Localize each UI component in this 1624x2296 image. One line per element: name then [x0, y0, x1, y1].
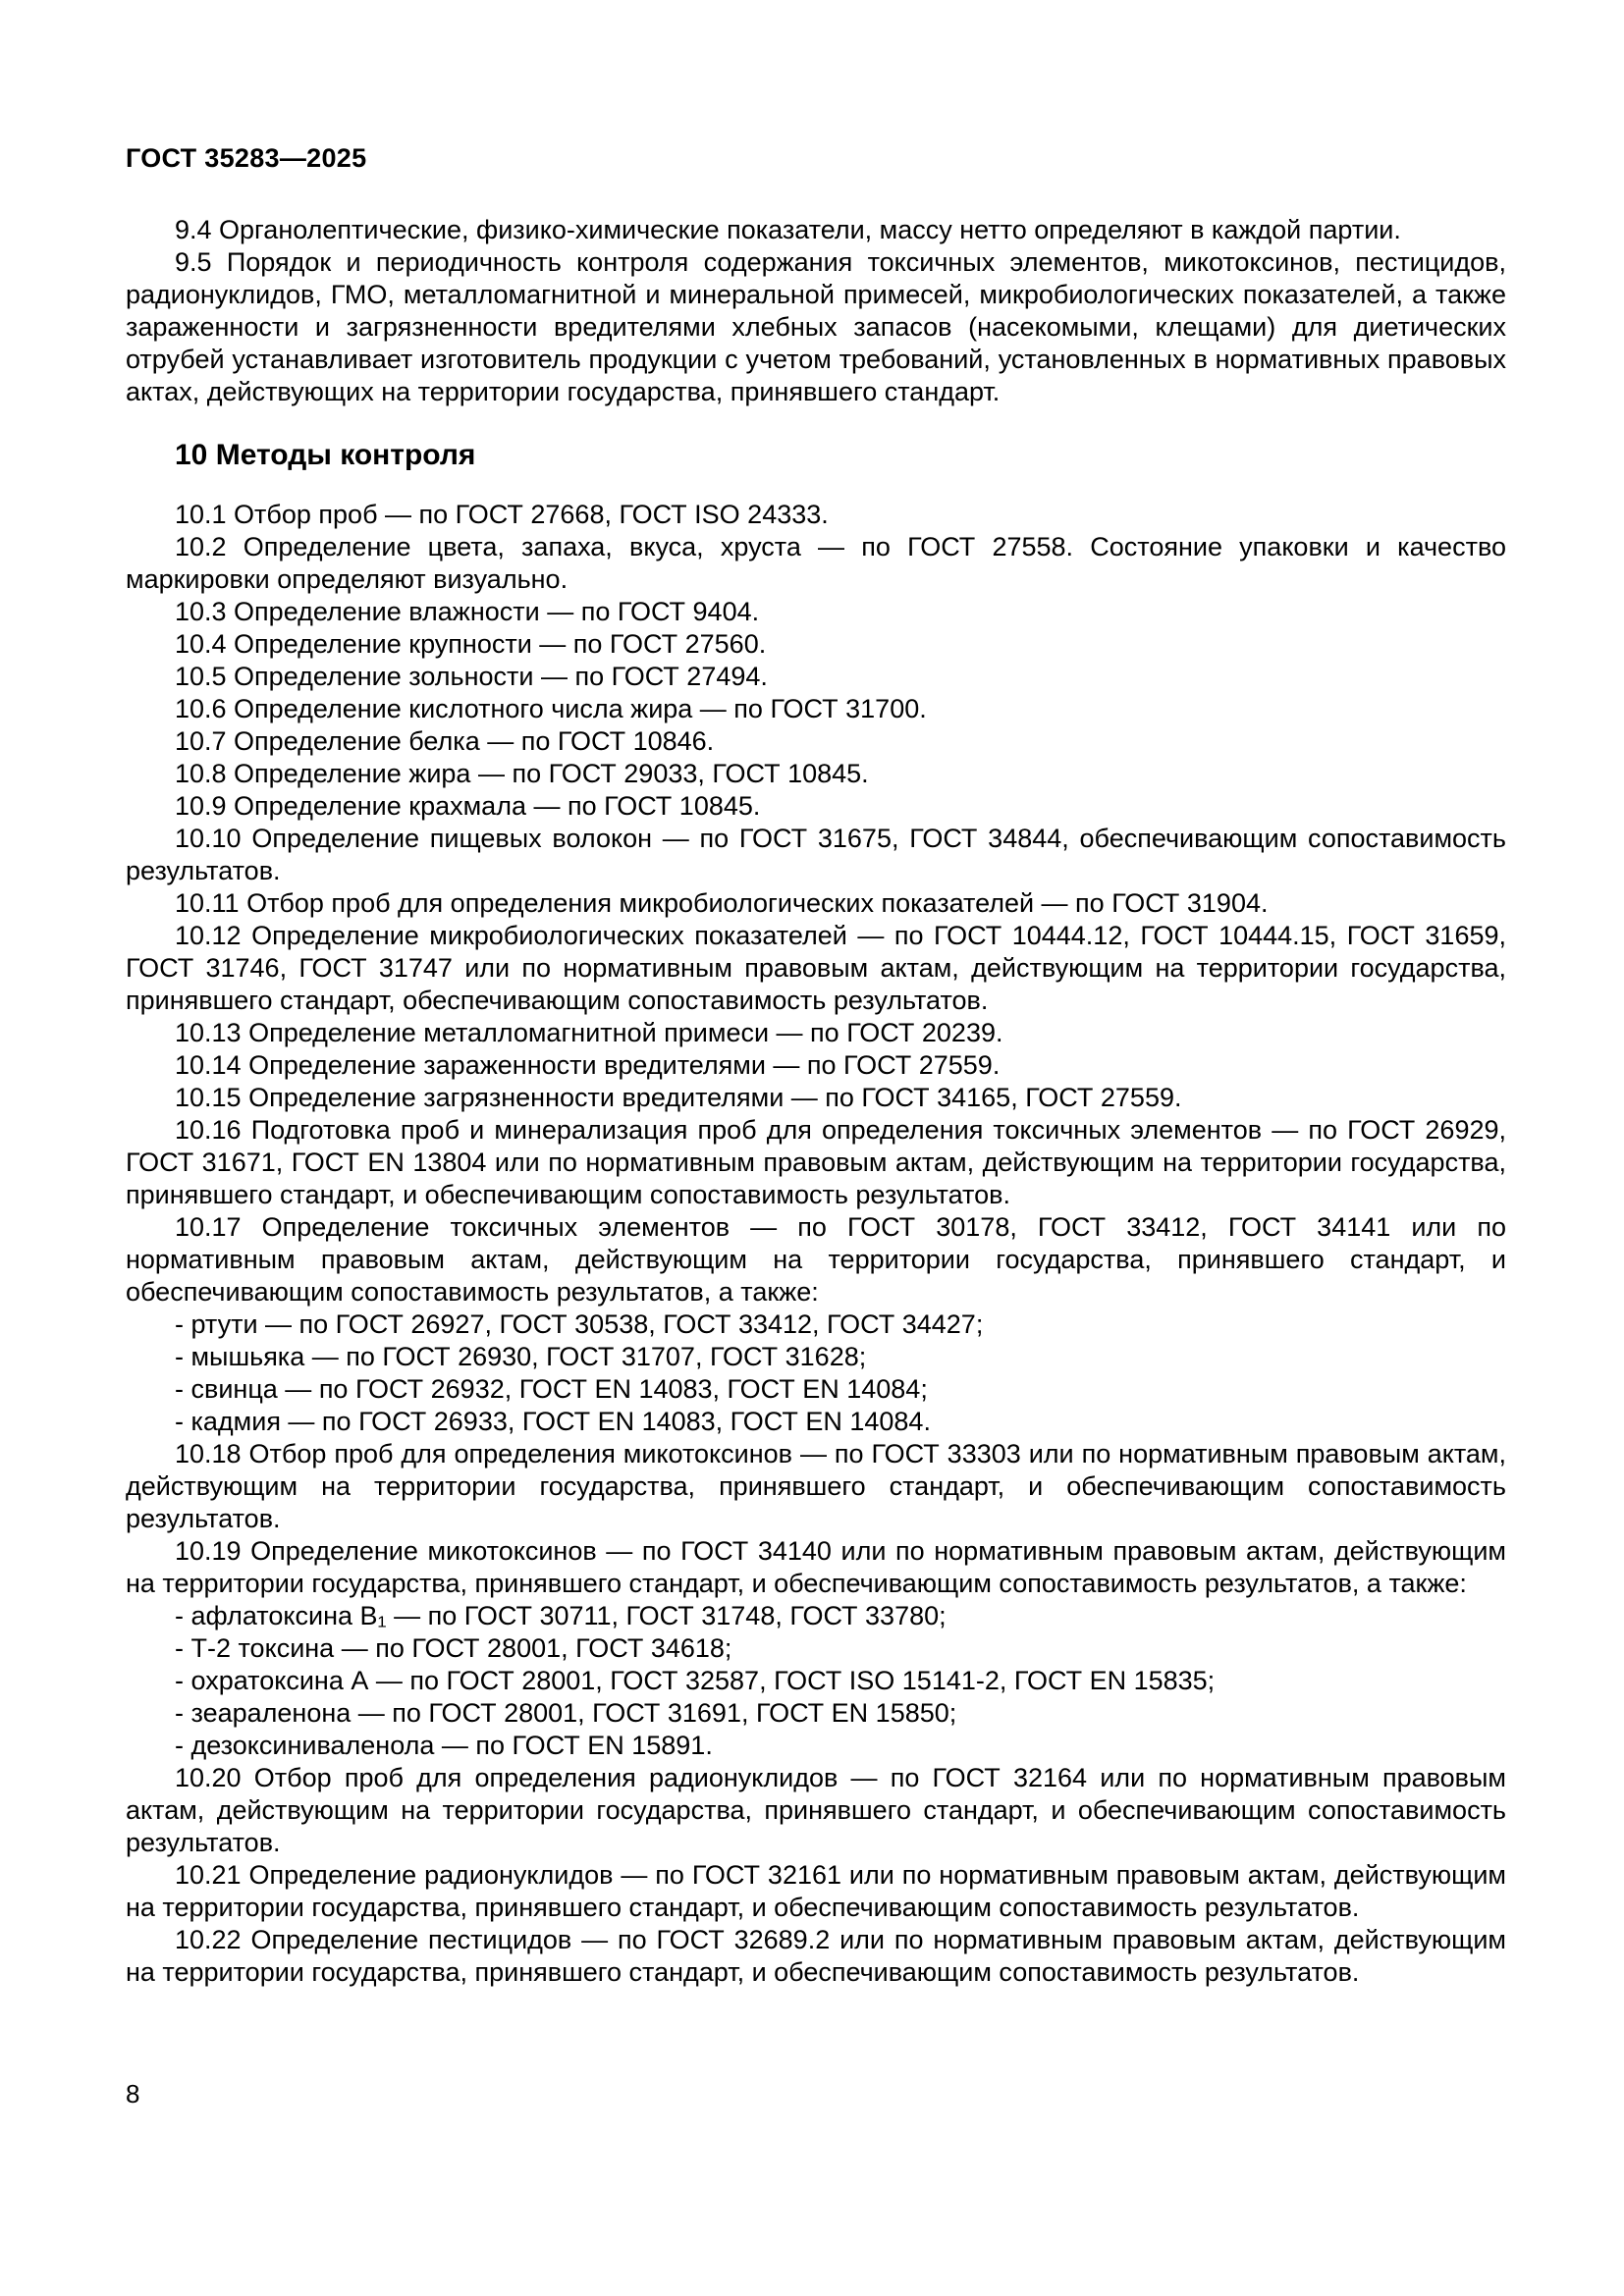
list-item: - охратоксина А — по ГОСТ 28001, ГОСТ 32587, ГОСТ ISO 15141-2, ГОСТ EN 15835;	[175, 1666, 1216, 1695]
paragraph: 10.5 Определение зольности — по ГОСТ 27494.	[175, 662, 768, 691]
paragraph: 10.1 Отбор проб — по ГОСТ 27668, ГОСТ ISO 24333.	[175, 500, 829, 529]
list-item: - ртути — по ГОСТ 26927, ГОСТ 30538, ГОСТ 33412, ГОСТ 34427;	[175, 1309, 984, 1339]
paragraph: 10.14 Определение зараженности вредителями — по ГОСТ 27559.	[175, 1050, 1001, 1080]
document-code: ГОСТ 35283—2025	[126, 143, 367, 173]
paragraph: 10.19 Определение микотоксинов — по ГОСТ 34140 или по нормативным правовым актам, действующим на территории государства, принявшего стандарт, и обеспечивающим сопоставимость результатов, а также:	[126, 1536, 1506, 1598]
paragraph: 10.8 Определение жира — по ГОСТ 29033, ГОСТ 10845.	[175, 759, 869, 788]
paragraph: 10.18 Отбор проб для определения микотоксинов — по ГОСТ 33303 или по нормативным правовым актам, действующим на территории государства, принявшего стандарт, и обеспечивающим сопоставимость результатов.	[126, 1439, 1506, 1533]
list-item: - мышьяка — по ГОСТ 26930, ГОСТ 31707, ГОСТ 31628;	[175, 1342, 867, 1371]
list-item: - дезоксиниваленола — по ГОСТ EN 15891.	[175, 1731, 713, 1760]
section-heading: 10 Методы контроля	[175, 439, 476, 471]
list-item: - зеараленона — по ГОСТ 28001, ГОСТ 31691, ГОСТ EN 15850;	[175, 1698, 957, 1728]
document-body	[126, 214, 1506, 1989]
paragraph: 10.16 Подготовка проб и минерализация проб для определения токсичных элементов — по ГОСТ 26929, ГОСТ 31671, ГОСТ EN 13804 или по нормативным правовым актам, действующим на территории государства, принявшего стандарт, и обеспечивающим сопоставимость результатов.	[126, 1115, 1506, 1209]
paragraph: 10.13 Определение металломагнитной примеси — по ГОСТ 20239.	[175, 1018, 1003, 1047]
list-item: - кадмия — по ГОСТ 26933, ГОСТ EN 14083, ГОСТ EN 14084.	[175, 1407, 931, 1436]
paragraph: 10.10 Определение пищевых волокон — по ГОСТ 31675, ГОСТ 34844, обеспечивающим сопоставимость результатов.	[126, 824, 1506, 885]
page-number: 8	[126, 2079, 140, 2109]
paragraph: 10.3 Определение влажности — по ГОСТ 9404.	[175, 597, 760, 626]
list-item: - свинца — по ГОСТ 26932, ГОСТ EN 14083, ГОСТ EN 14084;	[175, 1374, 928, 1404]
paragraph: 10.11 Отбор проб для определения микробиологических показателей — по ГОСТ 31904.	[175, 888, 1269, 918]
paragraph: 10.21 Определение радионуклидов — по ГОСТ 32161 или по нормативным правовым актам, действующим на территории государства, принявшего стандарт, и обеспечивающим сопоставимость результатов.	[126, 1860, 1506, 1922]
paragraph: 10.15 Определение загрязненности вредителями — по ГОСТ 34165, ГОСТ 27559.	[175, 1083, 1182, 1112]
paragraph: 10.4 Определение крупности — по ГОСТ 27560.	[175, 629, 767, 659]
paragraph: 10.17 Определение токсичных элементов — по ГОСТ 30178, ГОСТ 33412, ГОСТ 34141 или по нормативным правовым актам, действующим на территории государства, принявшего стандарт, и обеспечивающим сопоставимость результатов, а также:	[126, 1212, 1506, 1307]
paragraph: 10.2 Определение цвета, запаха, вкуса, хруста — по ГОСТ 27558. Состояние упаковки и качество маркировки определяют визуально.	[126, 532, 1506, 594]
paragraph: 10.9 Определение крахмала — по ГОСТ 10845.	[175, 791, 761, 821]
paragraph: 10.22 Определение пестицидов — по ГОСТ 32689.2 или по нормативным правовым актам, действующим на территории государства, принявшего стандарт, и обеспечивающим сопоставимость результатов.	[126, 1925, 1506, 1987]
paragraph: 9.4 Органолептические, физико-химические показатели, массу нетто определяют в каждой партии.	[175, 215, 1401, 244]
paragraph: 10.12 Определение микробиологических показателей — по ГОСТ 10444.12, ГОСТ 10444.15, ГОСТ 31659, ГОСТ 31746, ГОСТ 31747 или по нормативным правовым актам, действующим на территории государства, принявшего стандарт, обеспечивающим сопоставимость результатов.	[126, 921, 1506, 1015]
list-item: - афлатоксина В₁ — по ГОСТ 30711, ГОСТ 31748, ГОСТ 33780;	[175, 1601, 947, 1630]
paragraph: 9.5 Порядок и периодичность контроля содержания токсичных элементов, микотоксинов, пестицидов, радионуклидов, ГМО, металломагнитной и минеральной примесей, микробиологических показателей, а также зараженности и загрязненности вредителями хлебных запасов (насекомыми, клещами) для диетических отрубей устанавливает изготовитель продукции с учетом требований, установленных в нормативных правовых актах, действующих на территории государства, принявшего стандарт.	[126, 247, 1506, 406]
paragraph: 10.7 Определение белка — по ГОСТ 10846.	[175, 726, 715, 756]
paragraph: 10.20 Отбор проб для определения радионуклидов — по ГОСТ 32164 или по нормативным правовым актам, действующим на территории государства, принявшего стандарт, и обеспечивающим сопоставимость результатов.	[126, 1763, 1506, 1857]
paragraph: 10.6 Определение кислотного числа жира — по ГОСТ 31700.	[175, 694, 927, 723]
list-item: - Т-2 токсина — по ГОСТ 28001, ГОСТ 34618;	[175, 1633, 732, 1663]
